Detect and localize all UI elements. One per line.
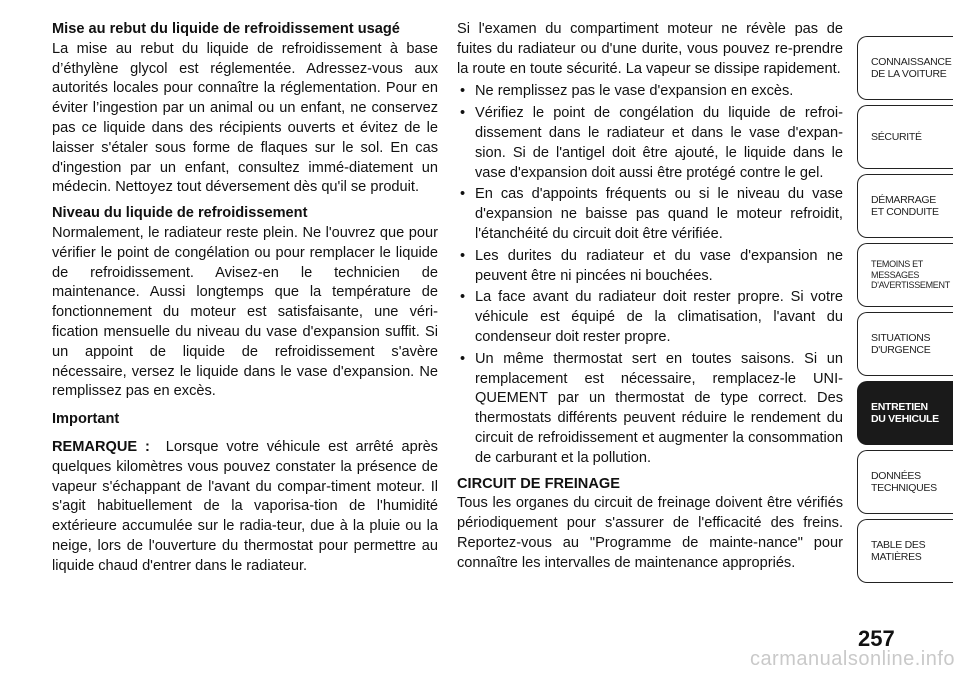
watermark: carmanualsonline.info	[749, 648, 955, 670]
tab-temoins[interactable]: TEMOINS ET MESSAGES D'AVERTISSEMENT	[857, 243, 953, 307]
tab-demarrage[interactable]: DÉMARRAGE ET CONDUITE	[857, 174, 953, 238]
remarque-text: Lorsque votre véhicule est arrêté après quelques kilomètres vous pouvez constater la présence de vapeur s'échappant de l'avant du compar-timent moteur. Il s'agit habituellement de la vaporisa-tion de l'humidité extérieure accumulée sur le radia-teur, due à la pluie ou la neige, lors de l'ouverture du thermostat pour permettre au liquide chaud d'entrer dans le radiateur.	[52, 438, 438, 574]
list-item: • Ne remplissez pas le vase d'expansion en excès.	[457, 82, 843, 102]
paragraph-intro: Si l'examen du compartiment moteur ne révèle pas de fuites du radiateur ou d'une durite, vous pouvez re-prendre la route en toute sécurité. La vapeur se dissipe rapidement.	[457, 21, 843, 77]
left-column	[52, 20, 438, 583]
tab-entretien[interactable]: ENTRETIEN DU VEHICULE	[857, 381, 953, 445]
tab-donnees[interactable]: DONNÉES TECHNIQUES	[857, 450, 953, 514]
right-column	[457, 20, 843, 574]
heading-disposal: Mise au rebut du liquide de refroidissement usagé	[52, 21, 400, 37]
paragraph-disposal: La mise au rebut du liquide de refroidissement à base d’éthylène glycol est réglementée. Adressez-vous aux autorités locales pour connaître la réglementation. Pour en éviter l’ingestion par un animal ou un enfant, ne conservez pas ce liquide dans des récipients ouverts et évitez de le laisser s'étaler sous forme de flaques sur le sol. En cas d'ingestion par un enfant, consultez immé-diatement un médecin. Nettoyez tout déversement dès qu'il se produit.	[52, 40, 438, 196]
tab-connaissance[interactable]: CONNAISSANCE DE LA VOITURE	[857, 36, 953, 100]
list-item: • En cas d'appoints fréquents ou si le niveau du vase d'expansion ne baisse pas quand le moteur refroidit, l'étanchéité du circuit doit être vérifiée.	[457, 185, 843, 244]
list-item: • Les durites du radiateur et du vase d'expansion ne peuvent être ni pincées ni bouchées.	[457, 247, 843, 287]
remarque-label: REMARQUE :	[52, 438, 150, 455]
list-item: • Vérifiez le point de congélation du liquide de refroi-dissement dans le radiateur et dans le vase d'expan-sion. Si de l'antigel doit être ajouté, le liquide dans le vase d'expansion doit aussi être protégé contre le gel.	[457, 104, 843, 183]
heading-important: Important	[52, 411, 120, 428]
bullet-list	[457, 82, 843, 468]
paragraph-coolant-level: Normalement, le radiateur reste plein. Ne l'ouvrez que pour vérifier le point de congélation ou pour remplacer le liquide de refroidissement. Avisez-en le technicien de maintenance. Aussi longtemps que la température de fonctionnement du moteur est satisfaisante, une véri-fication mensuelle du niveau du vase d'expansion suffit. Si un appoint de liquide de refroidissement s'avère nécessaire, versez le liquide dans le vase d'expansion. Ne remplissez pas en excès.	[52, 224, 438, 400]
chapter-tabs	[857, 36, 953, 588]
remarque-block	[52, 438, 438, 577]
tab-situations[interactable]: SITUATIONS D'URGENCE	[857, 312, 953, 376]
paragraph-brake-system: Tous les organes du circuit de freinage doivent être vérifiés périodiquement pour s'assurer de l'efficacité des freins. Reportez-vous au "Programme de mainte-nance" pour connaître les intervalles de maintenance appropriés.	[457, 495, 843, 571]
list-item: • La face avant du radiateur doit rester propre. Si votre véhicule est équipé de la climatisation, l'avant du condenseur doit rester propre.	[457, 288, 843, 347]
heading-brake-system: CIRCUIT DE FREINAGE	[457, 475, 620, 492]
list-item: • Un même thermostat sert en toutes saisons. Si un remplacement est nécessaire, remplacez-le UNI-QUEMENT par un thermostat de type correct. Des thermostats différents peuvent réduire le rendement du circuit de refroidissement et augmenter la consommation de carburant et la pollution.	[457, 350, 843, 469]
tab-table-des-matieres[interactable]: TABLE DES MATIÈRES	[857, 519, 953, 583]
heading-coolant-level: Niveau du liquide de refroidissement	[52, 205, 308, 222]
tab-securite[interactable]: SÉCURITÉ	[857, 105, 953, 169]
page-number: 257	[858, 626, 895, 651]
